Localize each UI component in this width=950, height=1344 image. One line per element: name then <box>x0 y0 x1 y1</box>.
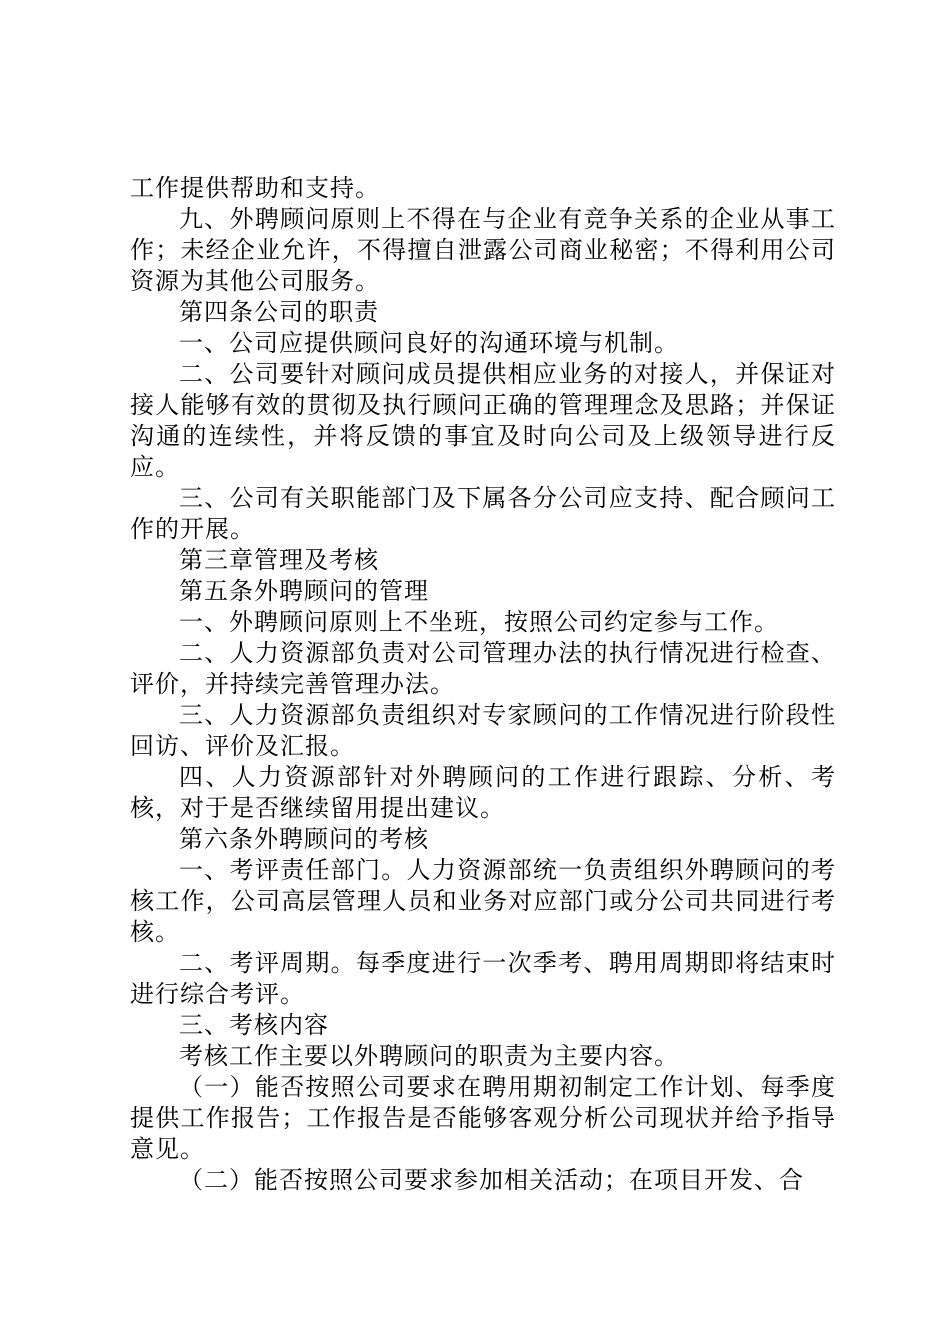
paragraph: 工作提供帮助和支持。 <box>130 174 380 202</box>
chapter-heading: 第三章管理及考核 <box>179 546 379 574</box>
paragraph: 一、外聘顾问原则上不坐班，按照公司约定参与工作。 <box>179 608 779 636</box>
section-heading: 第六条外聘顾问的考核 <box>179 825 429 853</box>
paragraph: 四、人力资源部针对外聘顾问的工作进行跟踪、分析、考核，对于是否继续留用提出建议。 <box>130 763 836 822</box>
paragraph: 一、公司应提供顾问良好的沟通环境与机制。 <box>179 329 679 357</box>
paragraph: 一、考评责任部门。人力资源部统一负责组织外聘顾问的考核工作，公司高层管理人员和业务对应部门或分公司共同进行考核。 <box>130 856 836 946</box>
section-heading: 第四条公司的职责 <box>179 298 379 326</box>
paragraph: 二、考评周期。每季度进行一次季考、聘用周期即将结束时进行综合考评。 <box>130 949 836 1008</box>
paragraph: 三、考核内容 <box>179 1011 329 1039</box>
paragraph: 二、人力资源部负责对公司管理办法的执行情况进行检查、评价，并持续完善管理办法。 <box>130 639 836 698</box>
section-heading: 第五条外聘顾问的管理 <box>179 577 429 605</box>
paragraph: （二）能否按照公司要求参加相关活动；在项目开发、合 <box>179 1166 804 1194</box>
paragraph: 考核工作主要以外聘顾问的职责为主要内容。 <box>179 1042 679 1070</box>
paragraph: 九、外聘顾问原则上不得在与企业有竞争关系的企业从事工作；未经企业允许，不得擅自泄露公司商业秘密；不得利用公司资源为其他公司服务。 <box>130 205 836 295</box>
document-body <box>130 173 836 1196</box>
paragraph: 三、公司有关职能部门及下属各分公司应支持、配合顾问工作的开展。 <box>130 484 836 543</box>
paragraph: 三、人力资源部负责组织对专家顾问的工作情况进行阶段性回访、评价及汇报。 <box>130 701 836 760</box>
paragraph: （一）能否按照公司要求在聘用期初制定工作计划、每季度提供工作报告；工作报告是否能够客观分析公司现状并给予指导意见。 <box>130 1073 836 1163</box>
paragraph: 二、公司要针对顾问成员提供相应业务的对接人，并保证对接人能够有效的贯彻及执行顾问正确的管理理念及思路；并保证沟通的连续性，并将反馈的事宜及时向公司及上级领导进行反应。 <box>130 360 836 481</box>
